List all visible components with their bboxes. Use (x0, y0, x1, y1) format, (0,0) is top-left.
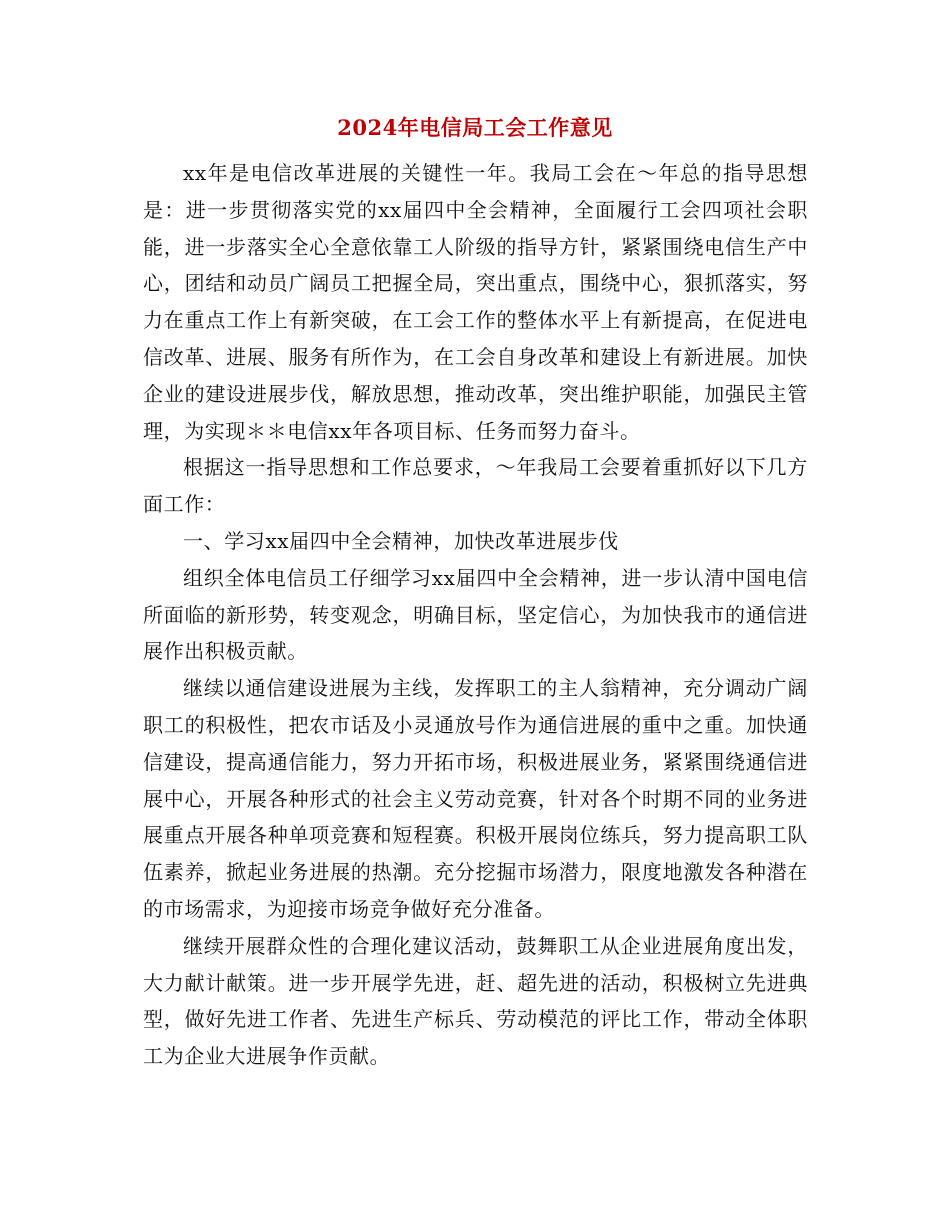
document-body (143, 155, 808, 1075)
paragraph-guiding-thought: xx年是电信改革进展的关键性一年。我局工会在～年总的指导思想是：进一步贯彻落实党的xx届四中全会精神，全面履行工会四项社会职能，进一步落实全心全意依靠工人阶级的指导方针，紧紧围绕电信生产中心，团结和动员广阔员工把握全局，突出重点，围绕中心，狠抓落实，努力在重点工作上有新突破，在工会工作的整体水平上有新提高，在促进电信改革、进展、服务有所作为，在工会自身改革和建设上有新进展。加快企业的建设进展步伐，解放思想，推动改革，突出维护职能，加强民主管理，为实现＊＊电信xx年各项目标、任务而努力奋斗。 (143, 161, 808, 443)
section-heading-1: 一、学习xx届四中全会精神，加快改革进展步伐 (183, 528, 619, 553)
document-title: 2024年电信局工会工作意见 (337, 115, 613, 140)
paragraph-suggestions: 继续开展群众性的合理化建议活动，鼓舞职工从企业进展角度出发，大力献计献策。进一步开展学先进，赶、超先进的活动，积极树立先进典型，做好先进工作者、先进生产标兵、劳动模范的评比工作，带动全体职工为企业大进展争作贡献。 (143, 933, 808, 1069)
paragraph-study-spirit: 组织全体电信员工仔细学习xx届四中全会精神，进一步认清中国电信所面临的新形势，转变观念，明确目标，坚定信心，为加快我市的通信进展作出积极贡献。 (143, 565, 808, 664)
paragraph-work-overview: 根据这一指导思想和工作总要求，～年我局工会要着重抓好以下几方面工作： (143, 455, 808, 517)
paragraph-construction: 继续以通信建设进展为主线，发挥职工的主人翁精神，充分调动广阔职工的积极性，把农市话及小灵通放号作为通信进展的重中之重。加快通信建设，提高通信能力，努力开拓市场，积极进展业务，紧紧围绕通信进展中心，开展各种形式的社会主义劳动竞赛，针对各个时期不同的业务进展重点开展各种单项竞赛和短程赛。积极开展岗位练兵，努力提高职工队伍素养，掀起业务进展的热潮。充分挖掘市场潜力，限度地激发各种潜在的市场需求，为迎接市场竞争做好充分准备。 (143, 676, 808, 921)
